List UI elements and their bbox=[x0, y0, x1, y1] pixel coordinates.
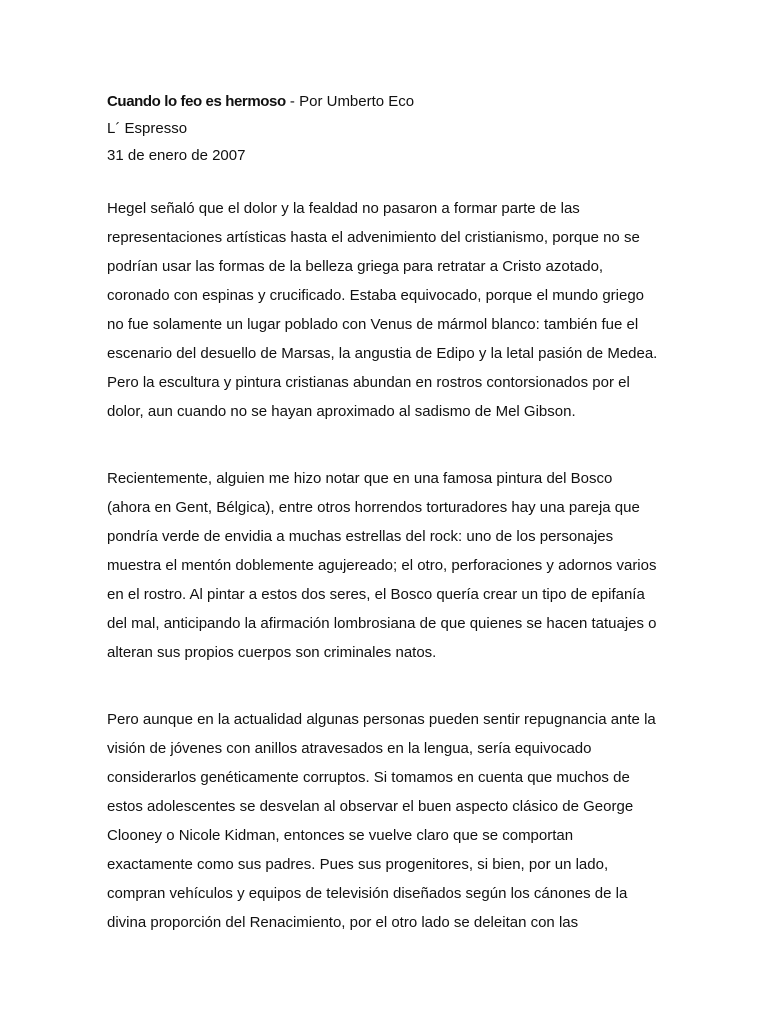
paragraph-3 bbox=[107, 705, 667, 937]
paragraph-line: alteran sus propios cuerpos son criminales natos. bbox=[107, 644, 437, 661]
paragraph-line: Pero la escultura y pintura cristianas abundan en rostros contorsionados por el bbox=[107, 374, 630, 391]
paragraph-line: muestra el mentón doblemente agujereado; el otro, perforaciones y adornos varios bbox=[107, 557, 657, 574]
paragraph-line: Hegel señaló que el dolor y la fealdad no pasaron a formar parte de las bbox=[107, 200, 580, 217]
paragraph-line: Recientemente, alguien me hizo notar que en una famosa pintura del Bosco bbox=[107, 470, 613, 487]
paragraph-line: escenario del desuello de Marsas, la angustia de Edipo y la letal pasión de Medea. bbox=[107, 345, 658, 362]
publication-name: L´ Espresso bbox=[107, 120, 188, 137]
paragraph-line: divina proporción del Renacimiento, por el otro lado se deleitan con las bbox=[107, 914, 579, 931]
paragraph-line: podrían usar las formas de la belleza griega para retratar a Cristo azotado, bbox=[107, 258, 604, 275]
paragraph-line: exactamente como sus padres. Pues sus progenitores, si bien, por un lado, bbox=[107, 856, 609, 873]
paragraph-line: Pero aunque en la actualidad algunas personas pueden sentir repugnancia ante la bbox=[107, 711, 656, 728]
paragraph-line: dolor, aun cuando no se hayan aproximado al sadismo de Mel Gibson. bbox=[107, 403, 576, 420]
paragraph-line: del mal, anticipando la afirmación lombrosiana de que quienes se hacen tatuajes o bbox=[107, 615, 657, 632]
paragraph-line: no fue solamente un lugar poblado con Venus de mármol blanco: también fue el bbox=[107, 316, 639, 333]
title-line bbox=[107, 88, 667, 115]
paragraph-2 bbox=[107, 464, 667, 667]
paragraph-line: Clooney o Nicole Kidman, entonces se vuelve claro que se comportan bbox=[107, 827, 574, 844]
publication-date: 31 de enero de 2007 bbox=[107, 147, 246, 164]
paragraph-line: visión de jóvenes con anillos atravesados en la lengua, sería equivocado bbox=[107, 740, 592, 757]
paragraph-spacer bbox=[107, 426, 667, 464]
document-page bbox=[107, 88, 667, 937]
paragraph-line: representaciones artísticas hasta el advenimiento del cristianismo, porque no se bbox=[107, 229, 640, 246]
paragraph-line: (ahora en Gent, Bélgica), entre otros horrendos torturadores hay una pareja que bbox=[107, 499, 640, 516]
paragraph-line: compran vehículos y equipos de televisión diseñados según los cánones de la bbox=[107, 885, 628, 902]
paragraph-1 bbox=[107, 194, 667, 426]
article-title: Cuando lo feo es hermoso bbox=[107, 93, 286, 110]
paragraph-line: pondría verde de envidia a muchas estrellas del rock: uno de los personajes bbox=[107, 528, 614, 545]
paragraph-line: considerarlos genéticamente corruptos. Si tomamos en cuenta que muchos de bbox=[107, 769, 630, 786]
article-byline: - Por Umberto Eco bbox=[285, 93, 415, 110]
paragraph-line: coronado con espinas y crucificado. Estaba equivocado, porque el mundo griego bbox=[107, 287, 645, 304]
paragraph-spacer bbox=[107, 667, 667, 705]
paragraph-line: estos adolescentes se desvelan al observar el buen aspecto clásico de George bbox=[107, 798, 634, 815]
article-header bbox=[107, 88, 667, 169]
paragraph-line: en el rostro. Al pintar a estos dos seres, el Bosco quería crear un tipo de epifanía bbox=[107, 586, 645, 603]
